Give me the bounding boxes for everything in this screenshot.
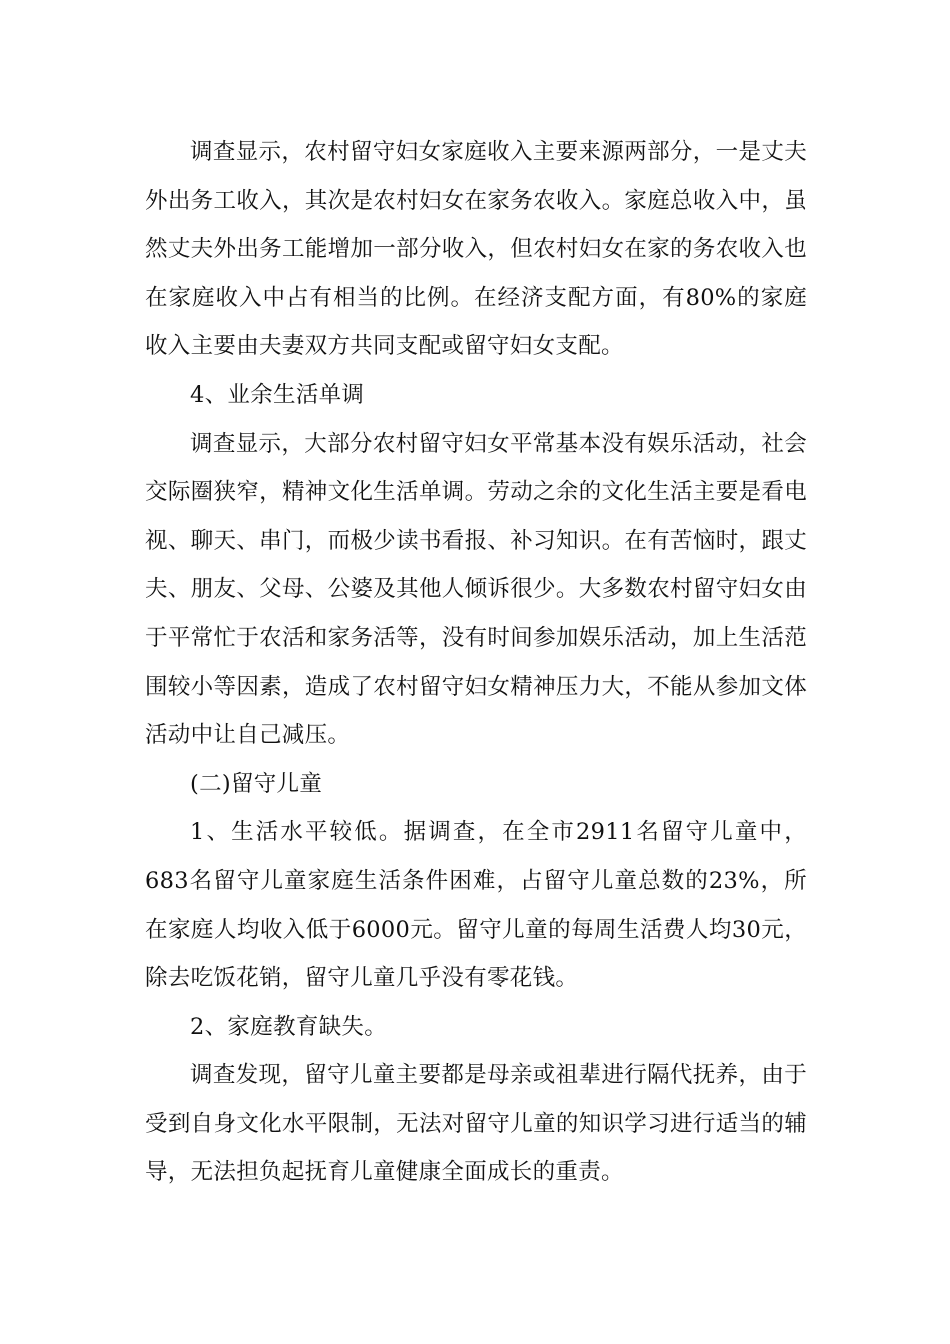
- paragraph-leisure: 调查显示，大部分农村留守妇女平常基本没有娱乐活动，社会交际圈狭窄，精神文化生活单调。劳动之余的文化生活主要是看电视、聊天、串门，而极少读书看报、补习知识。在有苦恼时，跟丈夫、朋友、父母、公婆及其他人倾诉很少。大多数农村留守妇女由于平常忙于农活和家务活等，没有时间参加娱乐活动，加上生活范围较小等因素，造成了农村留守妇女精神压力大，不能从参加文体活动中让自己减压。: [145, 430, 807, 749]
- paragraph-living-standard: 1、生活水平较低。据调查，在全市2911名留守儿童中，683名留守儿童家庭生活条件困难，占留守儿童总数的23%，所在家庭人均收入低于6000元。留守儿童的每周生活费人均30元，除去吃饭花销，留守儿童几乎没有零花钱。: [145, 819, 807, 992]
- document-page: [145, 128, 807, 1197]
- paragraph-income: 调查显示，农村留守妇女家庭收入主要来源两部分，一是丈夫外出务工收入，其次是农村妇女在家务农收入。家庭总收入中，虽然丈夫外出务工能增加一部分收入，但农村妇女在家的务农收入也在家庭收入中占有相当的比例。在经济支配方面，有80%的家庭收入主要由夫妻双方共同支配或留守妇女支配。: [145, 139, 807, 360]
- heading-leisure-life: 4、业余生活单调: [190, 381, 365, 408]
- heading-family-education: 2、家庭教育缺失。: [190, 1013, 388, 1040]
- heading-left-behind-children: (二)留守儿童: [190, 770, 323, 797]
- paragraph-education: 调查发现，留守儿童主要都是母亲或祖辈进行隔代抚养，由于受到自身文化水平限制，无法对留守儿童的知识学习进行适当的辅导，无法担负起抚育儿童健康全面成长的重责。: [145, 1062, 807, 1186]
